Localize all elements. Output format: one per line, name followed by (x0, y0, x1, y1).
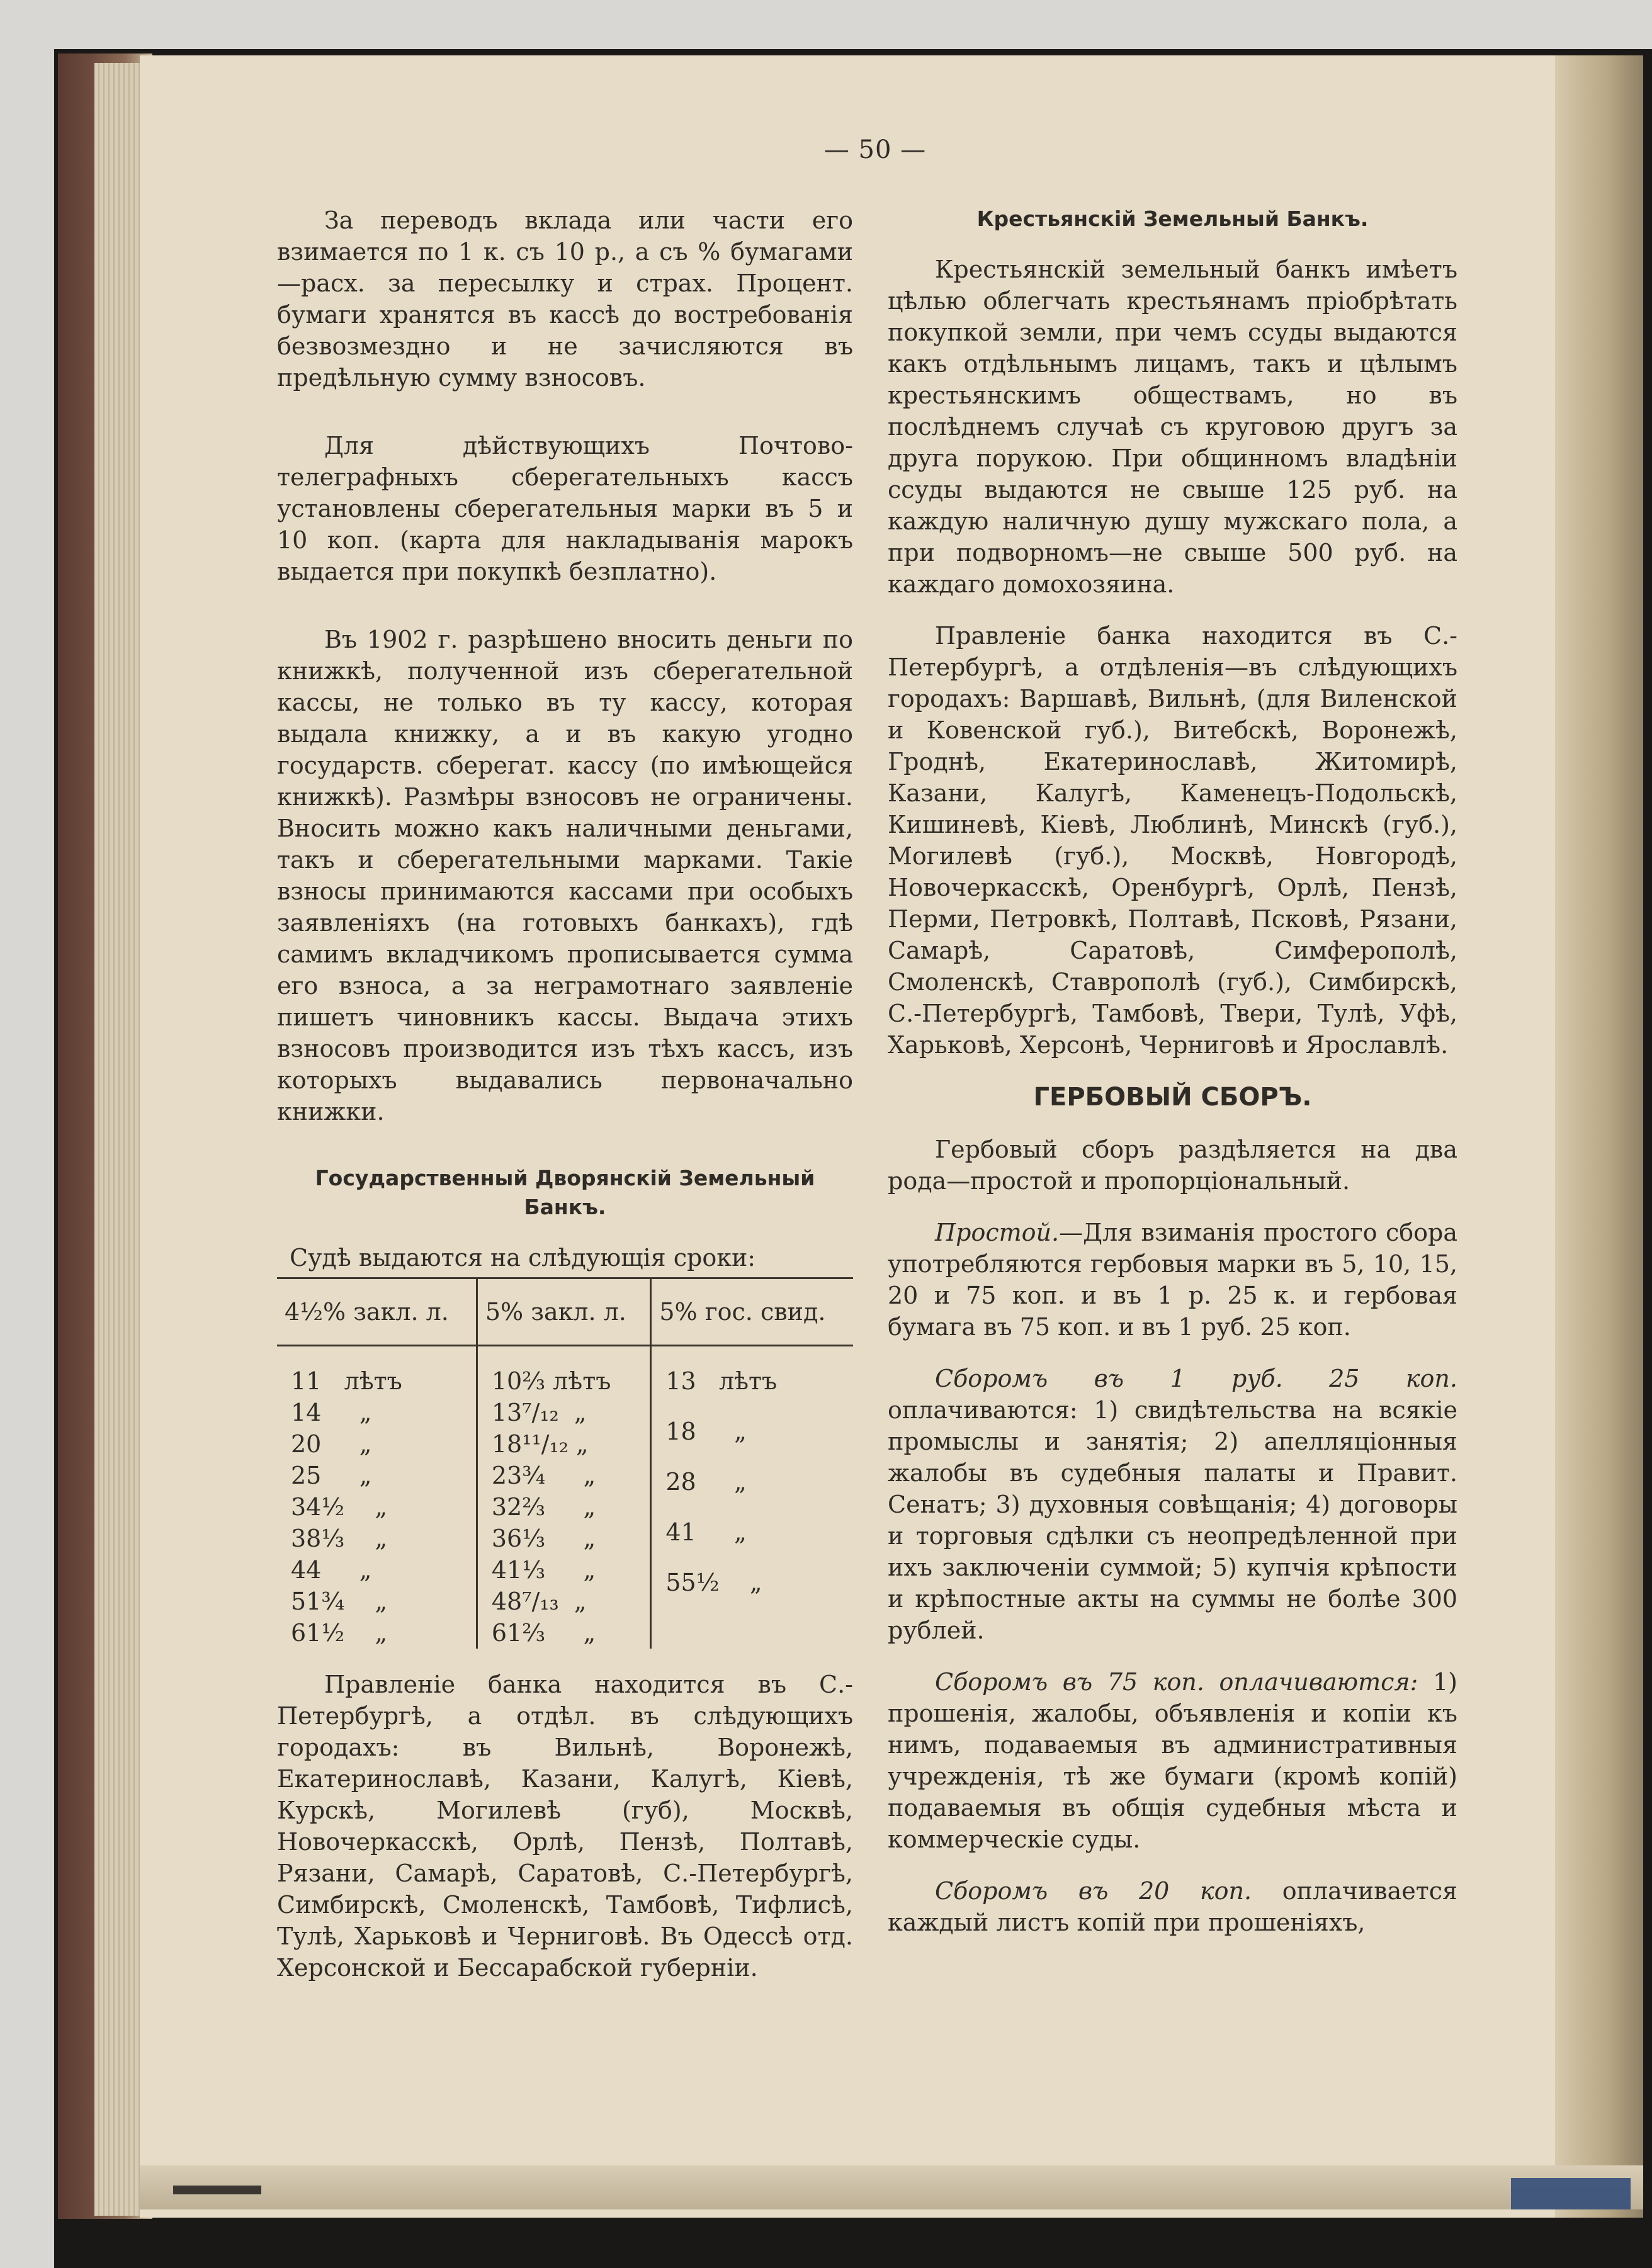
table-header-col3: 5% гос. свид. (651, 1278, 853, 1346)
paragraph-peasant-bank-branches: Правленіе банка находится въ С.-Петербургѣ, а отдѣленія—въ слѣдующихъ городахъ: Варшавѣ, Вильнѣ, (для Виленской и Ковенской губ.), Витебскѣ, Воронежѣ, Гроднѣ, Екатеринославѣ, Житомирѣ, Казани, Калугѣ, Каменецъ-Подольскѣ, Кишиневѣ, Кіевѣ, Люблинѣ, Минскѣ (губ.), Могилевѣ (губ.), Москвѣ, Новгородѣ, Новочеркасскѣ, Оренбургѣ, Орлѣ, Пензѣ, Перми, Петровкѣ, Полтавѣ, Псковѣ, Рязани, Самарѣ, Саратовѣ, Симферополѣ, Смоленскѣ, Ставрополѣ (губ.), Симбирскѣ, С.-Петербургѣ, Тамбовѣ, Твери, Тулѣ, Уфѣ, Харьковѣ, Херсонѣ, Черниговѣ и Ярославлѣ. (888, 622, 1457, 1059)
paragraph-stamp-duty-types: Гербовый сборъ раздѣляется на два рода—простой и пропорціональный. (888, 1136, 1457, 1195)
paragraph-transfer-fees: За переводъ вклада или части его взимается по 1 к. съ 10 р., а съ % бумагами—расх. за пересылку и страх. Процент. бумаги хранятся въ кассѣ до востребованія безвозмездно и не зачисляются въ предѣльную сумму взносовъ. (277, 206, 853, 392)
table-cell: 41⅓ „ (491, 1556, 596, 1584)
page-number: — 50 — (823, 135, 927, 164)
heading-peasant-bank: Крестьянскій Земельный Банкъ. (976, 206, 1369, 231)
left-column (277, 205, 853, 1983)
paragraph-nobility-bank-branches: Правленіе банка находится въ С.-Петербургѣ, а отдѣл. въ слѣдующихъ городахъ: въ Вильнѣ, Воронежѣ, Екатеринославѣ, Казани, Калугѣ, Кіевѣ, Курскѣ, Могилевѣ (губ), Москвѣ, Новочеркасскѣ, Орлѣ, Пензѣ, Полтавѣ, Рязани, Самарѣ, Саратовѣ, С.-Петербургѣ, Симбирскѣ, Смоленскѣ, Тамбовѣ, Тифлисѣ, Тулѣ, Харьковѣ и Черниговѣ. Въ Одессѣ отд. Херсонской и Бессарабской губерніи. (277, 1671, 853, 1982)
duty-20-text: оплачивается каждый листъ копій при прошеніяхъ, (888, 1877, 1457, 1936)
facing-page-edge (1555, 55, 1643, 2218)
paragraph-duty-75 (888, 1666, 1457, 1855)
loan-terms-table (277, 1277, 853, 1649)
duty-75-lead: Сборомъ въ 75 коп. оплачиваются: (935, 1668, 1418, 1696)
table-header-col1: 4½% закл. л. (277, 1278, 477, 1346)
duty-125-lead: Сборомъ въ 1 руб. 25 коп. (935, 1365, 1457, 1392)
table-cell: 14 „ (291, 1399, 372, 1426)
duty-20-lead: Сборомъ въ 20 коп. (935, 1877, 1252, 1905)
table-cell: 28 „ (665, 1468, 747, 1496)
table-cell: 18 „ (665, 1418, 747, 1445)
table-cell: 61½ „ (291, 1619, 388, 1647)
heading-nobility-bank: Государственный Дворянскій Земельный Банкъ. (315, 1166, 815, 1219)
right-column (888, 205, 1457, 1938)
table-cell: 25 „ (291, 1462, 372, 1489)
table-column-3 (651, 1346, 853, 1649)
table-cell: 13⁷/₁₂ „ (491, 1399, 587, 1426)
table-cell: 20 „ (291, 1430, 372, 1458)
table-cell: 41 „ (665, 1518, 747, 1546)
paragraph-savings-stamps: Для дѣйствующихъ Почтово-телеграфныхъ сберегательныхъ кассъ установлены сберегательныя марки въ 5 и 10 коп. (карта для накладыванія марокъ выдается при покупкѣ безплатно). (277, 432, 853, 585)
table-cell: 34½ „ (291, 1493, 388, 1521)
library-stamp (1511, 2178, 1631, 2209)
paragraph-duty-20 (888, 1875, 1457, 1938)
table-cell: 18¹¹/₁₂ „ (491, 1430, 589, 1458)
table-intro: Судѣ выдаются на слѣдующія сроки: (290, 1244, 756, 1272)
simple-duty-lead: Простой. (935, 1219, 1060, 1246)
table-column-2 (477, 1346, 651, 1649)
bottom-page-edge (140, 2165, 1643, 2209)
paragraph-simple-duty (888, 1217, 1457, 1343)
table-cell: 32⅔ „ (491, 1493, 596, 1521)
table-cell: 48⁷/₁₃ „ (491, 1588, 587, 1615)
simple-duty-text: —Для взиманія простого сбора употребляются гербовыя марки въ 5, 10, 15, 20 и 75 коп. и въ 1 р. 25 к. и гербовая бумага въ 75 коп. и въ 1 руб. 25 коп. (888, 1219, 1457, 1341)
table-header-col2: 5% закл. л. (477, 1278, 651, 1346)
table-cell: 36⅓ „ (491, 1525, 596, 1552)
paragraph-duty-125 (888, 1363, 1457, 1646)
table-cell: 55½ „ (665, 1569, 762, 1596)
table-cell: 11 лѣтъ (291, 1367, 402, 1395)
table-column-1 (277, 1346, 477, 1649)
duty-75-text: 1) прошенія, жалобы, объявленія и копіи къ нимъ, подаваемыя въ административныя учрежденія, тѣ же бумаги (кромѣ копій) подаваемыя въ общія судебныя мѣста и коммерческіе суды. (888, 1668, 1457, 1853)
paragraph-1902-deposits: Въ 1902 г. разрѣшено вносить деньги по книжкѣ, полученной изъ сберегательной кассы, не только въ ту кассу, которая выдала книжку, а и въ какую угодно государств. сберегат. кассу (по имѣющейся книжкѣ). Размѣры взносовъ не ограничены. Вносить можно какъ наличными деньгами, такъ и сберегательными марками. Такіе взносы принимаются кассами при особыхъ заявленіяхъ (на готовыхъ банкахъ), гдѣ самимъ вкладчикомъ прописывается сумма его взноса, а за неграмотнаго заявленіе пишетъ чиновникъ кассы. Выдача этихъ взносовъ производится изъ тѣхъ кассъ, изъ которыхъ выдавались первоначально книжки. (277, 626, 853, 1126)
paragraph-peasant-bank: Крестьянскій земельный банкъ имѣетъ цѣлью облегчать крестьянамъ пріобрѣтать покупкой земли, при чемъ ссуды выдаются какъ отдѣльнымъ лицамъ, такъ и цѣлымъ крестьянскимъ обществамъ, но въ послѣднемъ случаѣ съ круговою другъ за друга порукою. При общинномъ владѣніи ссуды выдаются не свыше 125 руб. на каждую наличную душу мужскаго пола, а при подворномъ—не свыше 500 руб. на каждаго домохозяина. (888, 256, 1457, 598)
table-cell: 61⅔ „ (491, 1619, 596, 1647)
table-cell: 51¾ „ (291, 1588, 388, 1615)
table-cell: 13 лѣтъ (665, 1367, 778, 1395)
table-cell: 23¾ „ (491, 1462, 596, 1489)
table-cell: 38⅓ „ (291, 1525, 388, 1552)
duty-125-text: оплачиваются: 1) свидѣтельства на всякіе промыслы и занятія; 2) апелляціонныя жалобы въ судебныя палаты и Правит. Сенатъ; 3) духовныя совѣщанія; 4) договоры и торговыя сдѣлки съ неопредѣленной при ихъ заключеніи суммой; 5) купчія крѣпости и крѣпостные акты на суммы не болѣе 300 рублей. (888, 1396, 1457, 1644)
table-cell: 44 „ (291, 1556, 372, 1584)
binding-mark (173, 2186, 261, 2194)
heading-stamp-duty: ГЕРБОВЫЙ СБОРЪ. (1033, 1083, 1312, 1112)
table-cell: 10⅔ лѣтъ (491, 1367, 611, 1395)
